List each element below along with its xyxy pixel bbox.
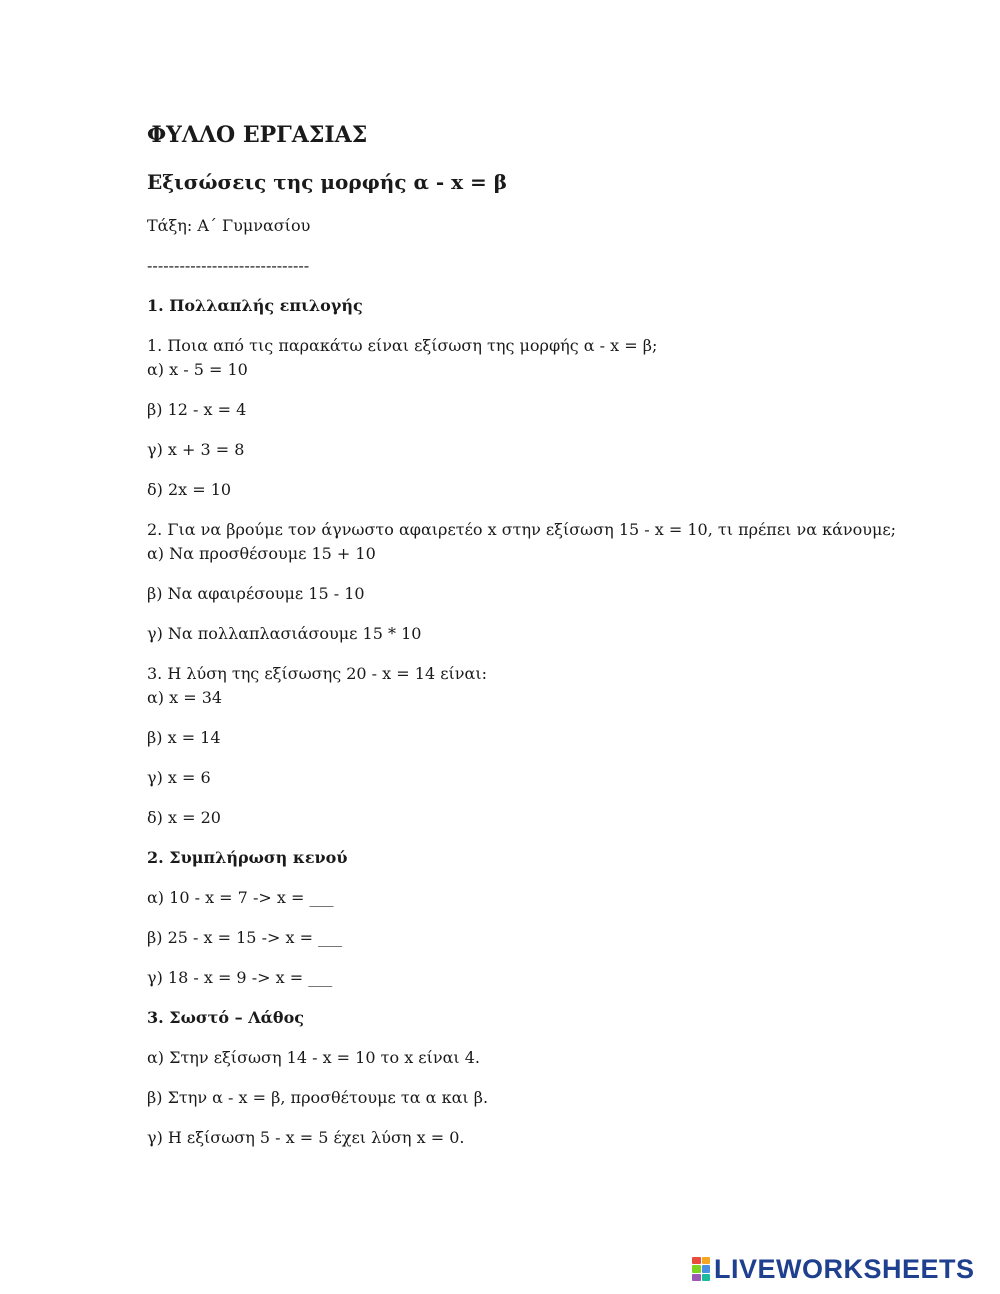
section-heading-true-false: 3. Σωστό – Λάθος — [147, 1008, 305, 1027]
section-heading-multiple-choice: 1. Πολλαπλής επιλογής — [147, 296, 363, 315]
true-false-item[interactable]: γ) Η εξίσωση 5 - x = 5 έχει λύση x = 0. — [147, 1128, 465, 1147]
fill-blank-item[interactable]: γ) 18 - x = 9 -> x = ___ — [147, 968, 333, 987]
page-subtitle: Εξισώσεις της μορφής α - x = β — [147, 170, 507, 194]
fill-blank-item[interactable]: α) 10 - x = 7 -> x = ___ — [147, 888, 334, 907]
answer-option[interactable]: β) x = 14 — [147, 728, 221, 747]
answer-option[interactable]: γ) x + 3 = 8 — [147, 440, 245, 459]
logo-text: LIVEWORKSHEETS — [714, 1254, 975, 1284]
section-heading-fill-blank: 2. Συμπλήρωση κενού — [147, 848, 348, 867]
answer-option[interactable]: α) Να προσθέσουμε 15 + 10 — [147, 544, 376, 563]
true-false-item[interactable]: α) Στην εξίσωση 14 - x = 10 το x είναι 4. — [147, 1048, 481, 1067]
answer-option[interactable]: β) 12 - x = 4 — [147, 400, 247, 419]
answer-option[interactable]: δ) 2x = 10 — [147, 480, 232, 499]
question-text: 2. Για να βρούμε τον άγνωστο αφαιρετέο x στην εξίσωση 15 - x = 10, τι πρέπει να κάνουμε; — [147, 520, 897, 539]
fill-blank-item[interactable]: β) 25 - x = 15 -> x = ___ — [147, 928, 343, 947]
worksheet — [147, 118, 967, 1150]
answer-option[interactable]: γ) Να πολλαπλασιάσουμε 15 * 10 — [147, 624, 422, 643]
logo-icon — [692, 1257, 710, 1281]
liveworksheets-logo — [692, 1254, 975, 1284]
true-false-item[interactable]: β) Στην α - x = β, προσθέτουμε τα α και β. — [147, 1088, 489, 1107]
answer-option[interactable]: α) x = 34 — [147, 688, 223, 707]
question-text: 1. Ποια από τις παρακάτω είναι εξίσωση της μορφής α - x = β; — [147, 336, 658, 355]
answer-option[interactable]: δ) x = 20 — [147, 808, 221, 827]
question-text: 3. Η λύση της εξίσωσης 20 - x = 14 είναι: — [147, 664, 487, 683]
answer-option[interactable]: γ) x = 6 — [147, 768, 211, 787]
answer-option[interactable]: β) Να αφαιρέσουμε 15 - 10 — [147, 584, 365, 603]
page-title: ΦΥΛΛΟ ΕΡΓΑΣΙΑΣ — [147, 122, 368, 148]
class-info: Τάξη: Α΄ Γυμνασίου — [147, 216, 311, 235]
separator: ------------------------------ — [147, 256, 310, 275]
answer-option[interactable]: α) x - 5 = 10 — [147, 360, 248, 379]
